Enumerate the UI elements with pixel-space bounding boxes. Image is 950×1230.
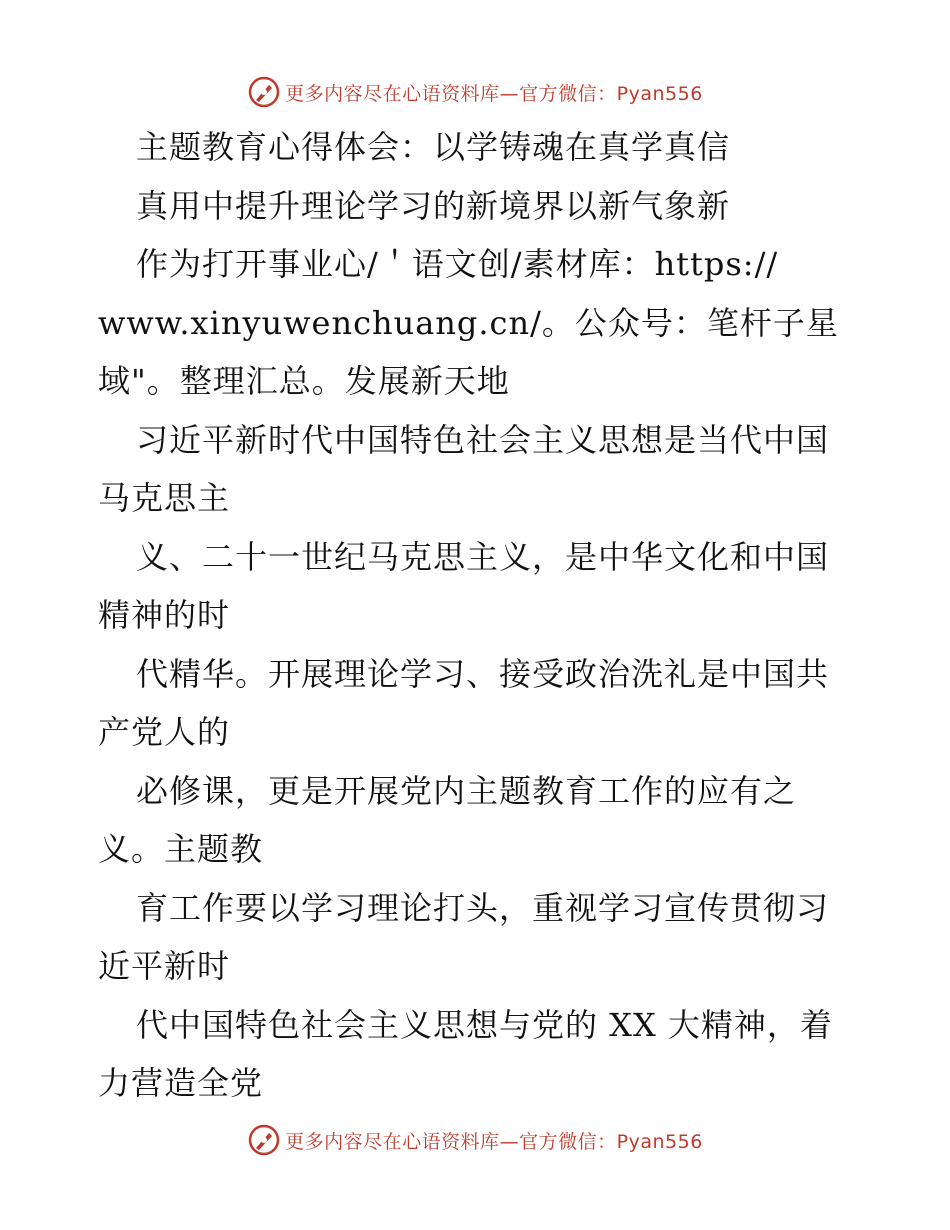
body-line: 习近平新时代中国特色社会主义思想是当代中国 <box>136 420 830 459</box>
document-body <box>98 118 858 1113</box>
body-line: 代精华。开展理论学习、接受政治洗礼是中国共 <box>136 654 830 693</box>
body-line: 近平新时 <box>98 947 231 985</box>
body-line: 精神的时 <box>98 596 231 634</box>
footer-banner <box>0 1118 950 1162</box>
body-line: 主题教育心得体会：以学铸魂在真学真信 <box>136 128 731 166</box>
body-line: 义、二十一世纪马克思主义，是中华文化和中国 <box>136 537 830 576</box>
header-banner <box>0 70 950 114</box>
header-banner-text: 更多内容尽在心语资料库—官方微信：Pyan556 <box>285 82 703 105</box>
body-line: 产党人的 <box>98 713 231 751</box>
body-line: 马克思主 <box>98 479 231 517</box>
footer-banner-text: 更多内容尽在心语资料库—官方微信：Pyan556 <box>285 1130 703 1153</box>
body-line: www.xinyuwenchuang.cn/。公众号：笔杆子星 <box>98 303 839 342</box>
body-line: 真用中提升理论学习的新境界以新气象新 <box>136 186 731 225</box>
body-line: 必修课，更是开展党内主题教育工作的应有之 <box>136 771 797 810</box>
body-line: 力营造全党 <box>98 1064 264 1102</box>
body-line: 作为打开事业心/＇语文创/素材库：https:// <box>136 245 779 283</box>
body-line: 代中国特色社会主义思想与党的 XX 大精神，着 <box>136 1005 833 1044</box>
pen-logo-icon <box>247 1123 281 1157</box>
pen-logo-icon <box>247 75 281 109</box>
body-line: 育工作要以学习理论打头，重视学习宣传贯彻习 <box>136 888 830 927</box>
body-line: 域"。整理汇总。发展新天地 <box>98 362 510 400</box>
body-line: 义。主题教 <box>98 830 264 868</box>
